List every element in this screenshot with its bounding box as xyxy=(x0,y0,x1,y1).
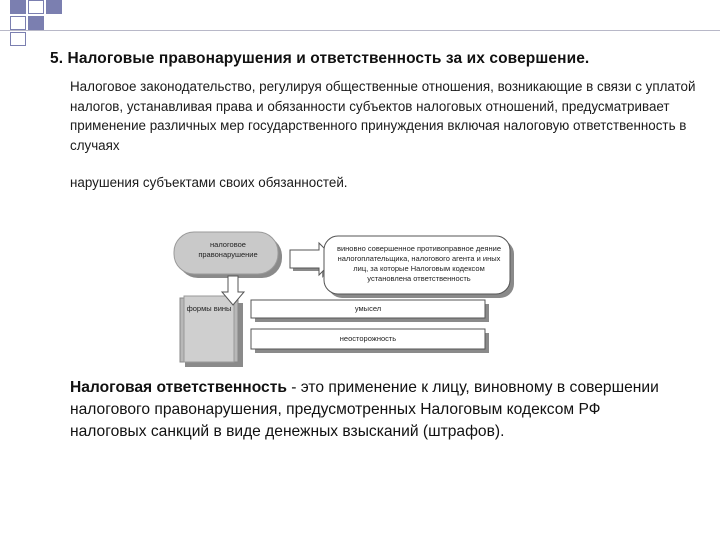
intent-label: умысел xyxy=(354,304,382,313)
responsibility-definition: - это применение к лицу, виновному в совершении налогового правонарушения, предусмотренных Налоговым кодексом РФ налоговых санкций в виде денежных взысканий (штрафов). xyxy=(70,379,659,440)
lead-text-part-2: нарушения субъектами своих обязанностей. xyxy=(70,175,348,190)
negligence-label: неосторожность xyxy=(339,334,397,343)
offense-label: налоговое правонарушение xyxy=(198,240,258,259)
responsibility-term: Налоговая ответственность xyxy=(70,379,287,396)
responsibility-paragraph xyxy=(70,377,670,443)
forms-label: формы вины xyxy=(186,304,232,313)
slide-title: 5. Налоговые правонарушения и ответственность за их совершение. xyxy=(50,50,590,67)
lead-text-part-1: Налоговое законодательство, регулируя общественные отношения, возникающие в связи с уплатой налогов, устанавливая права и обязанности субъектов налоговых отношений, предусматривает применение различных мер государственного принуждения включая налоговую ответственность в случаях xyxy=(70,79,696,153)
definition-text: виновно совершенное противоправное деяние налогоплательщика, налогового агента и иных лиц, за которые Налоговым кодексом установлена ответственность xyxy=(336,244,501,283)
